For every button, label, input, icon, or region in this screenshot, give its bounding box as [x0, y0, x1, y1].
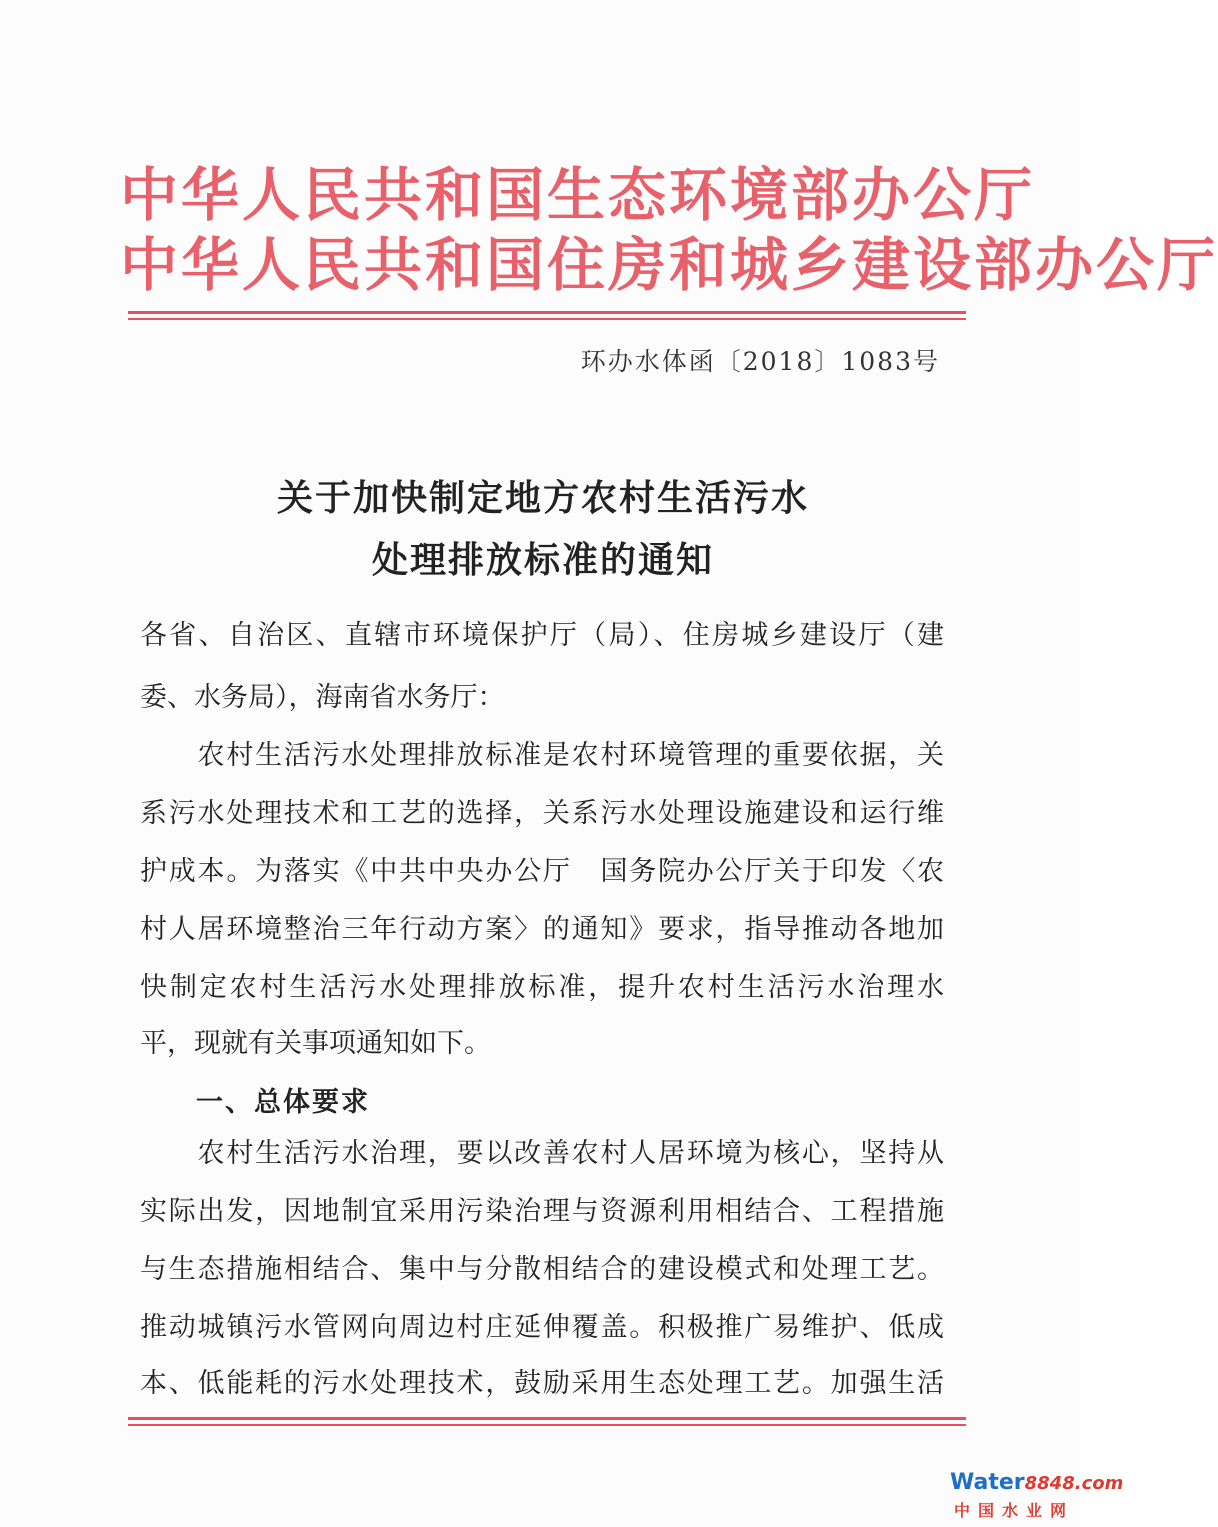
document-number: 环办水体函〔2018〕1083号: [580, 347, 940, 376]
paragraph-1-line-5: 快制定农村生活污水处理排放标准，提升农村生活污水治理水: [140, 972, 944, 1003]
paragraph-1-line-1: 农村生活污水处理排放标准是农村环境管理的重要依据，关: [140, 740, 944, 771]
paragraph-2-line-2: 实际出发，因地制宜采用污染治理与资源利用相结合、工程措施: [140, 1196, 944, 1227]
footer-rule-thick: [128, 1417, 966, 1420]
watermark-brand: Water8848.com: [950, 1470, 1124, 1495]
paragraph-2-line-5: 本、低能耗的污水处理技术，鼓励采用生态处理工艺。加强生活: [140, 1368, 944, 1399]
site-watermark-logo: [950, 1470, 1124, 1520]
document-title-line-2: 处理排放标准的通知: [371, 539, 714, 581]
watermark-brand-cn: 中国水业网: [954, 1501, 1075, 1520]
paragraph-2-line-1: 农村生活污水治理，要以改善农村人居环境为核心，坚持从: [140, 1138, 944, 1169]
paragraph-1-line-2: 系污水处理技术和工艺的选择，关系污水处理设施建设和运行维: [140, 798, 944, 829]
letterhead-line-2: 中华人民共和国住房和城乡建设部办公厅: [120, 231, 1218, 299]
paragraph-2-line-4: 推动城镇污水管网向周边村庄延伸覆盖。积极推广易维护、低成: [140, 1312, 944, 1343]
paragraph-2-line-3: 与生态措施相结合、集中与分散相结合的建设模式和处理工艺。: [140, 1254, 944, 1285]
paragraph-1-line-3: 护成本。为落实《中共中央办公厅 国务院办公厅关于印发〈农: [140, 856, 944, 887]
section-heading-general-requirements: 一、总体要求: [196, 1087, 370, 1118]
letterhead-rule-thin: [128, 318, 966, 320]
letterhead-rule-thick: [128, 311, 966, 314]
footer-rule-thin: [128, 1424, 966, 1426]
paragraph-1-line-6: 平，现就有关事项通知如下。: [140, 1028, 491, 1059]
recipients-line-2: 委、水务局），海南省水务厅：: [140, 682, 505, 713]
document-title-line-1: 关于加快制定地方农村生活污水: [276, 477, 809, 519]
paragraph-1-line-4: 村人居环境整治三年行动方案〉的通知》要求，指导推动各地加: [140, 914, 944, 945]
recipients-line-1: 各省、自治区、直辖市环境保护厅（局）、住房城乡建设厅（建: [140, 620, 944, 651]
letterhead-line-1: 中华人民共和国生态环境部办公厅: [120, 161, 1036, 229]
